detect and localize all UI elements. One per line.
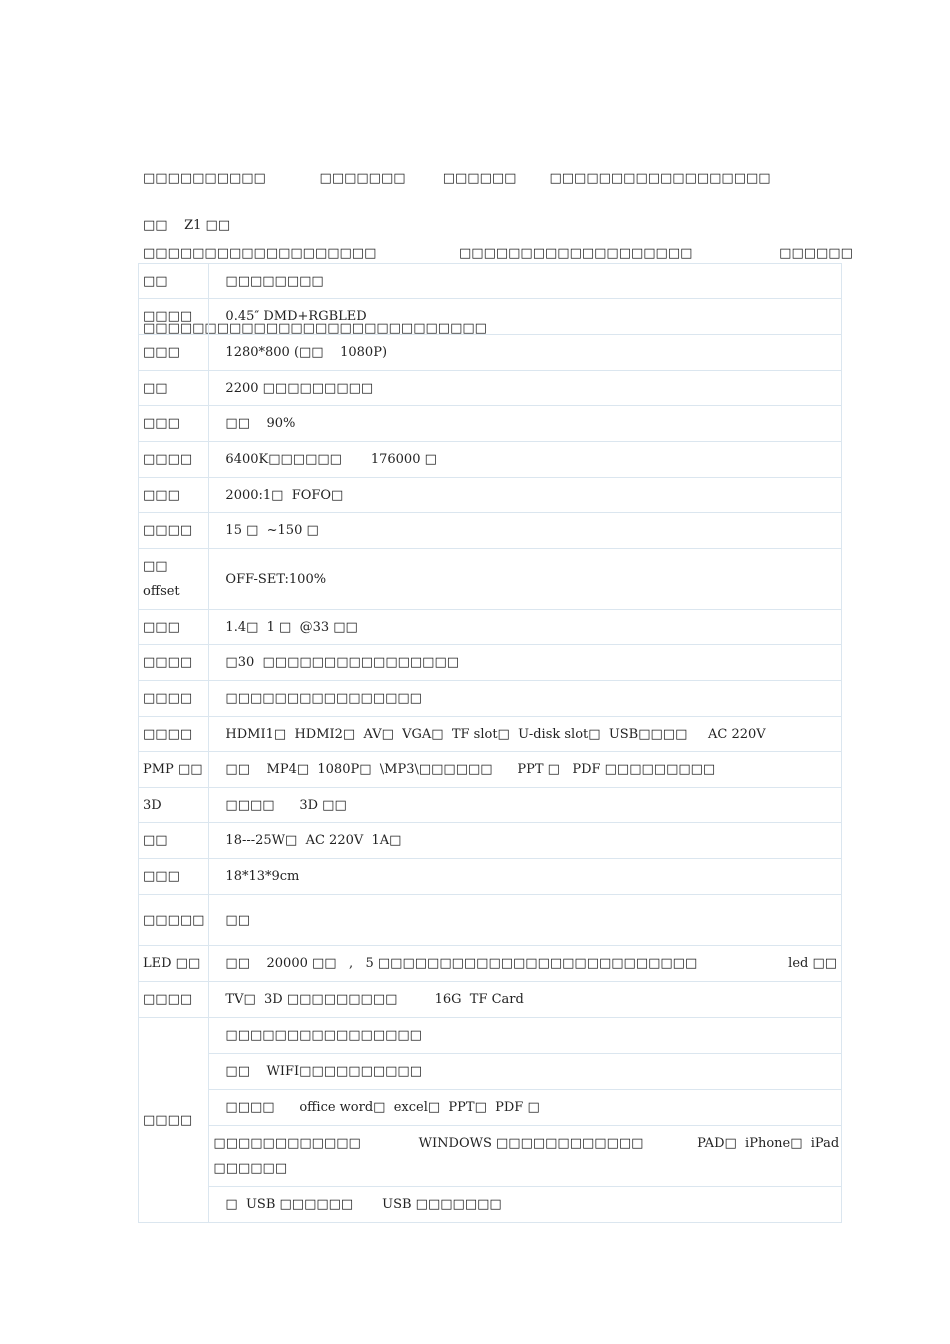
spec-value: □30 □□□□□□□□□□□□□□□□ <box>209 645 842 681</box>
function-item: □□□□□□□□□□□□ WINDOWS □□□□□□□□□□□□ PAD□ iPhone□ iPad □□□□□□ <box>209 1126 841 1187</box>
function-item: □□□□ office word□ excel□ PPT□ PDF □ <box>209 1090 841 1126</box>
table-row <box>139 610 842 645</box>
spec-key: □□ <box>139 264 209 299</box>
spec-key: □□□□ <box>139 1018 209 1223</box>
spec-value: □□ MP4□ 1080P□ \MP3\□□□□□□ PPT □ PDF □□□□□□□□□ <box>209 752 842 788</box>
spec-value: 0.45″ DMD+RGBLED <box>209 299 842 335</box>
spec-key: □□□ <box>139 478 209 513</box>
spec-value: 1280*800 (□□ 1080P) <box>209 335 842 371</box>
function-item: □□□□□□□□□□□□□□□□ <box>209 1018 841 1054</box>
table-row-functions <box>139 1018 842 1223</box>
spec-value: □□ <box>209 895 842 946</box>
intro-line: □□□□□□□□□□□□□□□□□□□ □□□□□□□□□□□□□□□□□□□ □□□□□□ <box>143 246 853 261</box>
spec-key: 3D <box>139 788 209 823</box>
spec-value: 15 □ ~150 □ <box>209 513 842 549</box>
spec-key: □□□□□ <box>139 895 209 946</box>
table-row <box>139 859 842 895</box>
spec-key: □□□□ <box>139 717 209 752</box>
spec-key: □□□□ <box>139 299 209 335</box>
spec-key: LED □□ <box>139 946 209 982</box>
spec-value: □□□□ 3D □□ <box>209 788 842 823</box>
function-item: □ USB □□□□□□ USB □□□□□□□ <box>225 1197 502 1212</box>
table-row <box>139 335 842 371</box>
spec-value: 2200 □□□□□□□□□ <box>209 371 842 406</box>
spec-value: OFF-SET:100% <box>209 549 842 610</box>
table-row <box>139 717 842 752</box>
spec-key: □□ <box>139 371 209 406</box>
intro-line: □□□□□□□□□□□□□□□□□□□□□□□□□□□□ <box>143 321 487 336</box>
spec-table-body <box>139 264 842 1223</box>
spec-key: □□□□ <box>139 982 209 1018</box>
spec-table <box>138 263 842 1223</box>
spec-value: □□ 20000 □□ , 5 □□□□□□□□□□□□□□□□□□□□□□□□□□ led □□ <box>209 946 842 982</box>
spec-key: □□□□ <box>139 442 209 478</box>
table-row <box>139 299 842 335</box>
table-row <box>139 752 842 788</box>
table-row <box>139 788 842 823</box>
spec-key: □□□□ <box>139 513 209 549</box>
table-row <box>139 681 842 717</box>
function-item: □□ WIFI□□□□□□□□□□ <box>209 1054 841 1090</box>
spec-value: 18---25W□ AC 220V 1A□ <box>209 823 842 859</box>
spec-value: □□ 90% <box>209 406 842 442</box>
spec-key: □□□ <box>139 406 209 442</box>
spec-key: □□□ <box>139 859 209 895</box>
spec-key: □□ <box>139 823 209 859</box>
table-row <box>139 946 842 982</box>
spec-value: □□□□□□□□ <box>209 264 842 299</box>
model-heading: □□ Z1 □□ <box>143 218 231 233</box>
spec-key: □□□ <box>139 610 209 645</box>
table-row <box>139 549 842 610</box>
spec-value: 18*13*9cm <box>209 859 842 895</box>
table-row <box>139 406 842 442</box>
spec-value: HDMI1□ HDMI2□ AV□ VGA□ TF slot□ U-disk slot□ USB□□□□ AC 220V <box>209 717 842 752</box>
table-row <box>139 371 842 406</box>
intro-line: □□□□□□□□□□ □□□□□□□ □□□□□□ □□□□□□□□□□□□□□□□□□ <box>143 171 771 186</box>
spec-value: TV□ 3D □□□□□□□□□ 16G TF Card <box>209 982 842 1018</box>
table-row <box>139 645 842 681</box>
spec-value: 1.4□ 1 □ @33 □□ <box>209 610 842 645</box>
spec-value: 2000:1□ FOFO□ <box>209 478 842 513</box>
function-list <box>209 1018 842 1223</box>
table-row <box>139 442 842 478</box>
spec-key: □□□□ <box>139 681 209 717</box>
table-row <box>139 895 842 946</box>
table-row <box>139 513 842 549</box>
spec-value: 6400K□□□□□□ 176000 □ <box>209 442 842 478</box>
spec-key: □□□□ <box>139 645 209 681</box>
table-row <box>139 264 842 299</box>
spec-key: □□ offset <box>139 549 209 610</box>
table-row <box>139 982 842 1018</box>
spec-value: □□□□□□□□□□□□□□□□ <box>209 681 842 717</box>
spec-key: □□□ <box>139 335 209 371</box>
table-row <box>139 823 842 859</box>
spec-key: PMP □□ <box>139 752 209 788</box>
table-row <box>139 478 842 513</box>
